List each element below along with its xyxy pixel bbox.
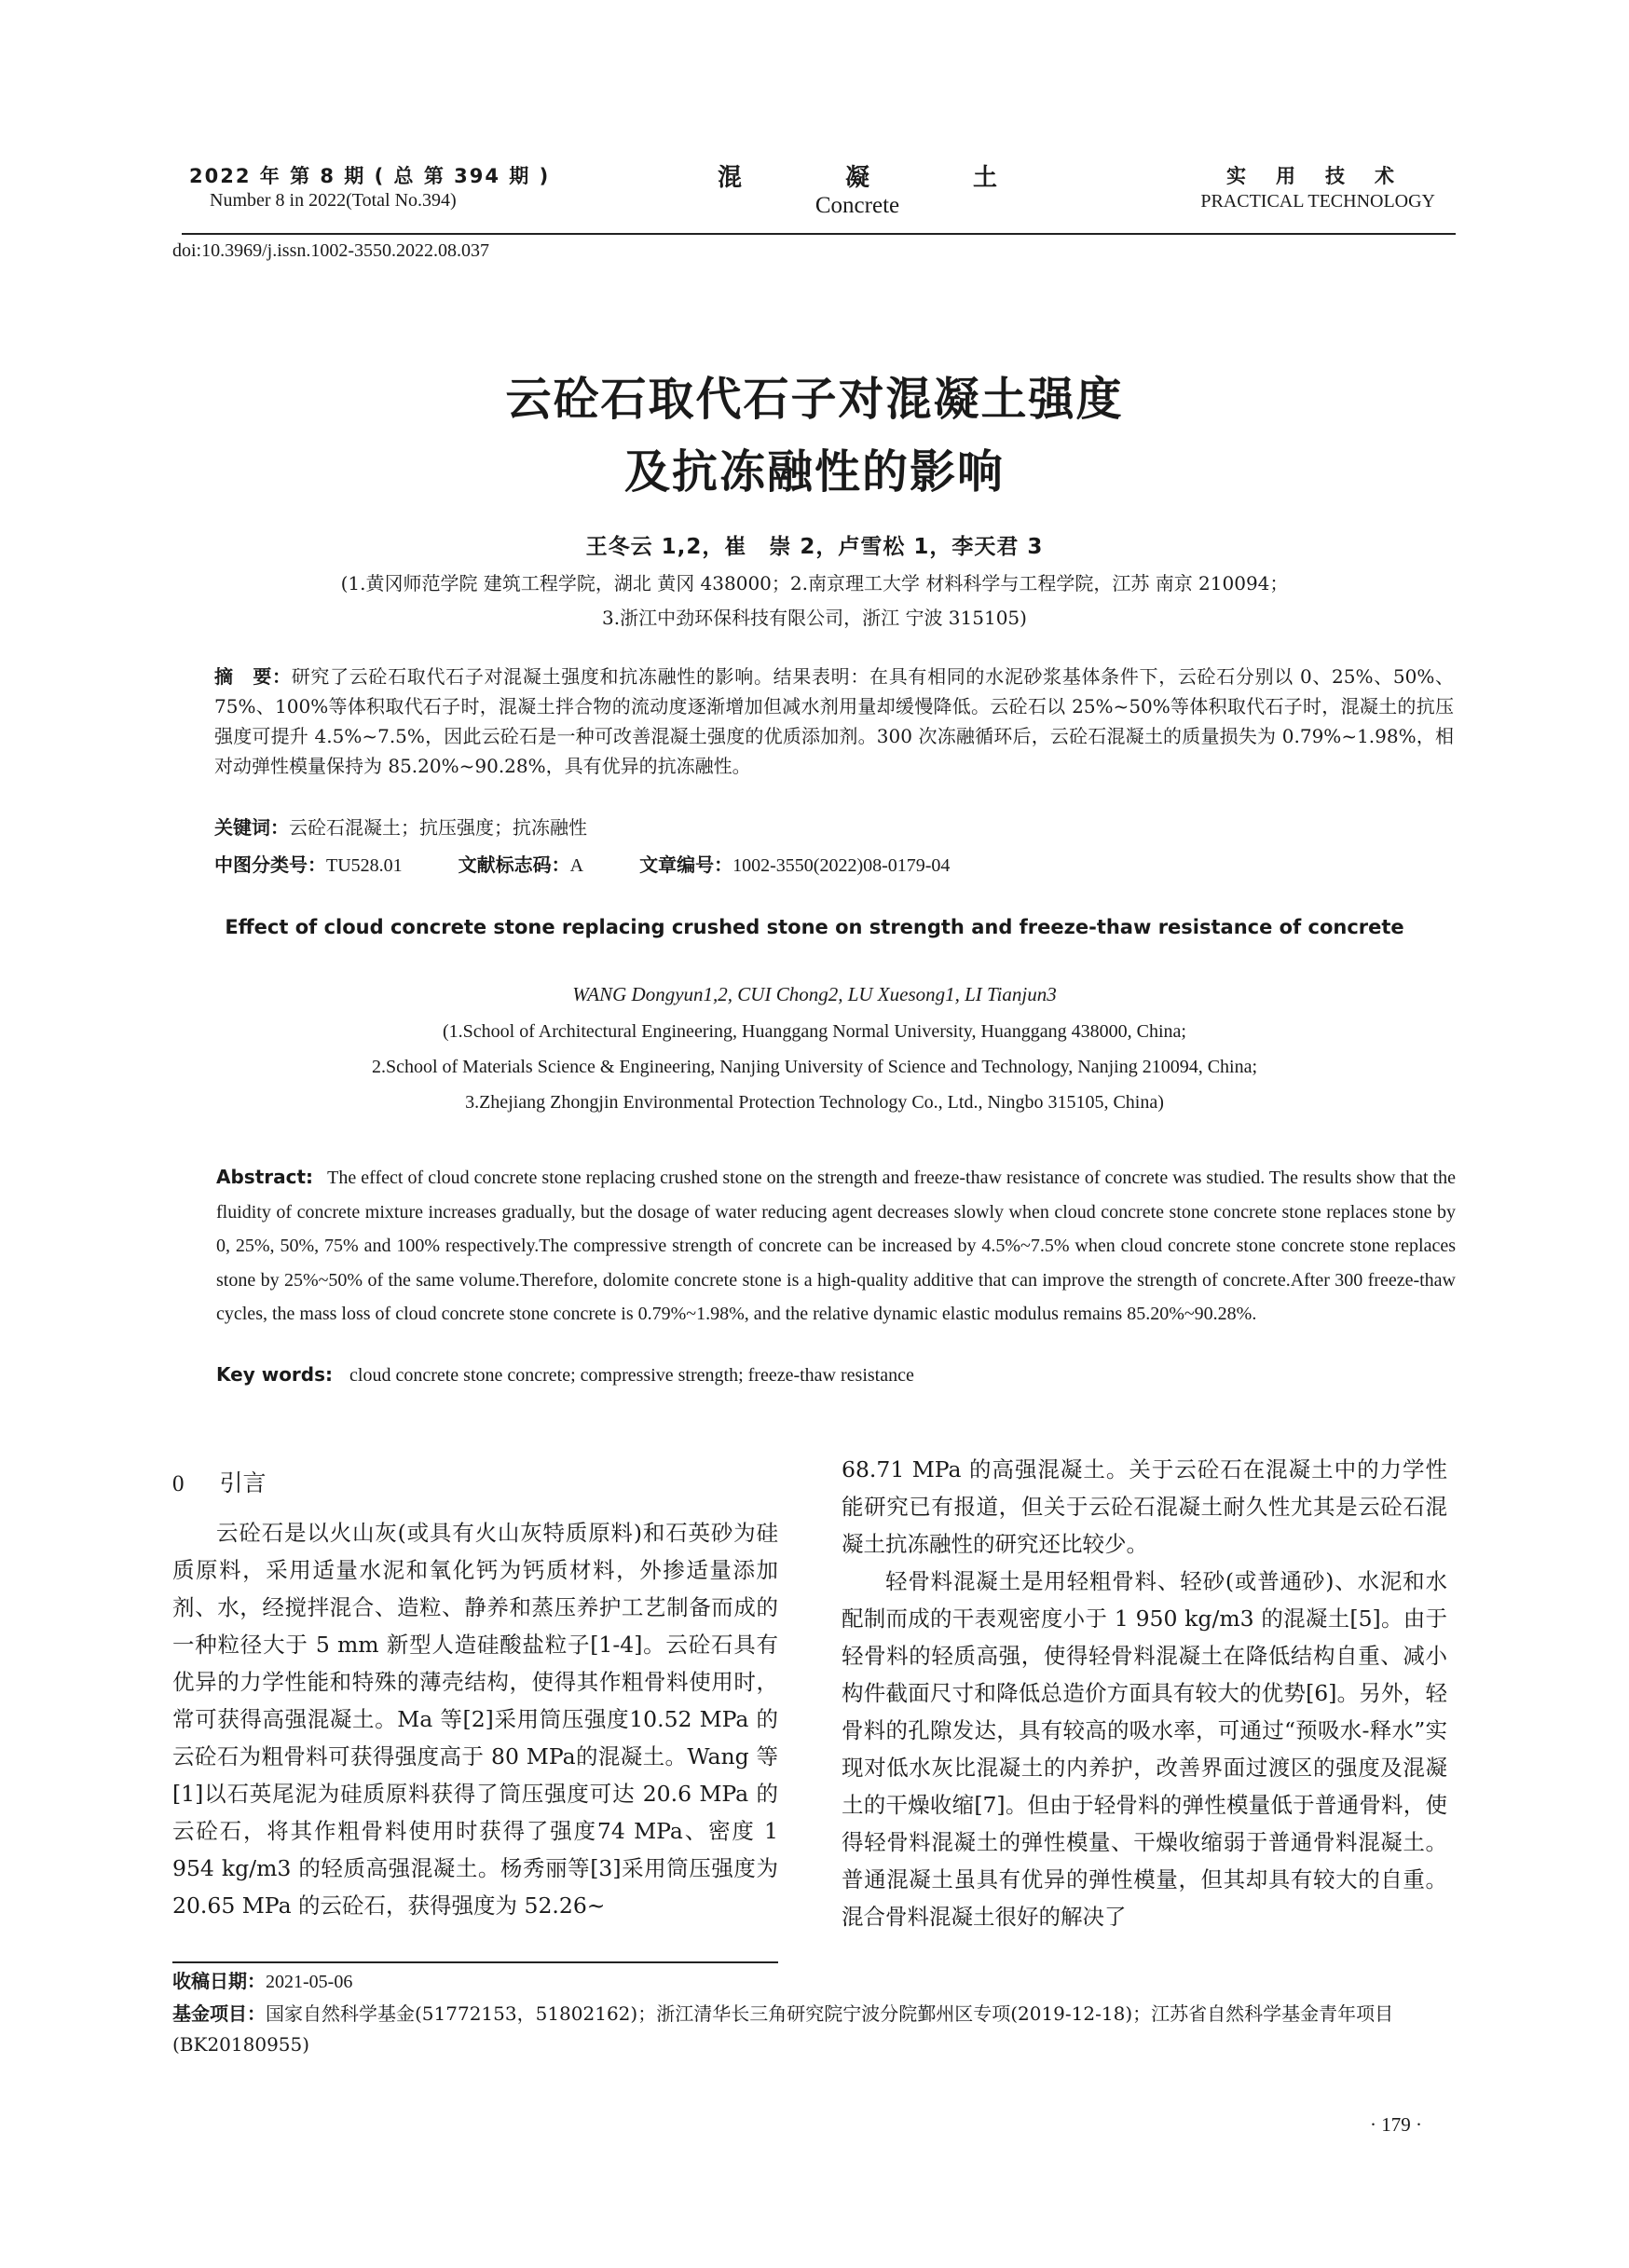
title-cn-line-1: 云砼石取代石子对混凝土强度 bbox=[505, 373, 1124, 426]
abstract-cn-text: 研究了云砼石取代石子对混凝土强度和抗冻融性的影响。结果表明：在具有相同的水泥砂浆基体条件下，云砼石分别以 0、25%、50%、75%、100%等体积取代石子时，混凝土拌合物的流动度逐渐增加但减水剂用量却缓慢降低。云砼石以 25%~50%等体积取代石子时，混凝土的抗压强度可提升 4.5%~7.5%，因此云砼石是一种可改善混凝土强度的优质添加剂。300 次冻融循环后，云砼石混凝土的质量损失为 0.79%~1.98%，相对动弹性模量保持为 85.20%~90.28%，具有优异的抗冻融性。 bbox=[214, 665, 1454, 777]
affiliation-en-3: 3.Zhejiang Zhongjin Environmental Protection Technology Co., Ltd., Ningbo 315105, China) bbox=[465, 1092, 1164, 1113]
classification-line bbox=[214, 850, 1333, 877]
section-heading bbox=[172, 1465, 267, 1498]
title-cn-line-2: 及抗冻融性的影响 bbox=[623, 445, 1005, 499]
keywords-cn bbox=[214, 813, 587, 840]
body-column-left bbox=[172, 1514, 778, 1924]
article-no-value: 1002-3550(2022)08-0179-04 bbox=[732, 855, 951, 876]
doi-line: doi:10.3969/j.issn.1002-3550.2022.08.037 bbox=[172, 240, 490, 261]
received-value: 2021-05-06 bbox=[266, 1972, 353, 1992]
abstract-cn bbox=[214, 662, 1454, 781]
column-char-4: 术 bbox=[1375, 165, 1394, 187]
abstract-cn-label: 摘 要： bbox=[214, 665, 292, 688]
fund-value: 国家自然科学基金(51772153，51802162)；浙江清华长三角研究院宁波分院鄞州区专项(2019-12-18)；江苏省自然科学基金青年项目(BK20180955) bbox=[172, 2002, 1394, 2056]
authors-cn: 王冬云 1,2，崔 崇 2，卢雪松 1，李天君 3 bbox=[585, 535, 1044, 559]
footnote-divider bbox=[172, 1961, 778, 1963]
affiliation-en-2: 2.School of Materials Science & Engineering, Nanjing University of Science and Technology, Nanjing 210094, China; bbox=[371, 1057, 1258, 1077]
page-number: · 179 · bbox=[1370, 2113, 1422, 2136]
journal-char-1: 混 bbox=[718, 164, 743, 192]
abstract-en bbox=[216, 1160, 1456, 1332]
body-paragraph: 轻骨料混凝土是用轻粗骨料、轻砂(或普通砂)、水泥和水配制而成的干表观密度小于 1 950 kg/m3 的混凝土[5]。由于轻骨料的轻质高强，使得轻骨料混凝土在降低结构自重、减小构件截面尺寸和降低总造价方面具有较大的优势[6]。另外，轻骨料的孔隙发达，具有较高的吸水率，可通过“预吸水-释水”实现对低水灰比混凝土的内养护，改善界面过渡区的强度及混凝土的干燥收缩[7]。但由于轻骨料的弹性模量低于普通骨料，使得轻骨料混凝土的弹性模量、干燥收缩弱于普通骨料混凝土。普通混凝土虽具有优异的弹性模量，但其却具有较大的自重。混合骨料混凝土很好的解决了 bbox=[842, 1568, 1447, 1930]
column-char-3: 技 bbox=[1325, 165, 1345, 187]
header-column-en: PRACTICAL TECHNOLOGY bbox=[1200, 191, 1435, 212]
clc-label: 中图分类号： bbox=[214, 854, 326, 876]
authors-en: WANG Dongyun1,2, CUI Chong2, LU Xuesong1, LI Tianjun3 bbox=[572, 983, 1057, 1005]
header-journal-en: Concrete bbox=[814, 193, 900, 218]
footnote-funding bbox=[172, 1999, 1458, 2060]
clc-value: TU528.01 bbox=[326, 855, 403, 876]
body-paragraph: 云砼石是以火山灰(或具有火山灰特质原料)和石英砂为硅质原料，采用适量水泥和氧化钙为钙质材料，外掺适量添加剂、水，经搅拌混合、造粒、静养和蒸压养护工艺制备而成的一种粒径大于 5 mm 新型人造硅酸盐粒子[1-4]。云砼石具有优异的力学性能和特殊的薄壳结构，使得其作粗骨料使用时，常可获得高强混凝土。Ma 等[2]采用筒压强度10.52 MPa 的云砼石为粗骨料可获得强度高于 80 MPa的混凝土。Wang 等[1]以石英尾泥为硅质原料获得了筒压强度可达 20.6 MPa 的云砼石，将其作粗骨料使用时获得了强度74 MPa、密度 1 954 kg/m3 的轻质高强混凝土。杨秀丽等[3]采用筒压强度为 20.65 MPa 的云砼石，获得强度为 52.26~ bbox=[172, 1520, 778, 1919]
body-paragraph: 68.71 MPa 的高强混凝土。关于云砼石在混凝土中的力学性能研究已有报道，但关于云砼石混凝土耐久性尤其是云砼石混凝土抗冻融性的研究还比较少。 bbox=[842, 1456, 1447, 1557]
header-divider bbox=[182, 233, 1456, 235]
header-column-cn bbox=[1189, 161, 1431, 189]
keywords-en-label: Key words: bbox=[216, 1363, 334, 1386]
title-en: Effect of cloud concrete stone replacing crushed stone on strength and freeze-thaw resistance of concrete bbox=[225, 916, 1404, 938]
section-number: 0 bbox=[172, 1471, 185, 1496]
journal-char-3: 土 bbox=[972, 164, 997, 192]
keywords-cn-label: 关键词： bbox=[214, 816, 289, 839]
body-column-right bbox=[842, 1451, 1447, 1935]
column-char-2: 用 bbox=[1276, 165, 1295, 187]
received-label: 收稿日期： bbox=[172, 1970, 266, 1992]
journal-char-2: 凝 bbox=[844, 164, 869, 192]
abstract-en-text: The effect of cloud concrete stone replacing crushed stone on the strength and freeze-thaw resistance of concrete was studied. The results show that the fluidity of concrete mixture increases gradually, but the dosage of water reducing agent decreases slowly when cloud concrete stone concrete stone replaces stone by 0, 25%, 50%, 75% and 100% respectively.The compressive strength of concrete can be increased by 4.5%~7.5% when cloud concrete stone concrete stone replaces stone by 25%~50% of the same volume.Therefore, dolomite concrete stone is a high-quality additive that can improve the strength of concrete.After 300 freeze-thaw cycles, the mass loss of cloud concrete stone concrete is 0.79%~1.98%, and the relative dynamic elastic modulus remains 85.20%~90.28%. bbox=[216, 1168, 1456, 1324]
fund-label: 基金项目： bbox=[172, 2002, 266, 2025]
affiliation-cn-1: (1.黄冈师范学院 建筑工程学院，湖北 黄冈 438000；2.南京理工大学 材料科学与工程学院，江苏 南京 210094； bbox=[340, 572, 1289, 594]
keywords-en bbox=[216, 1363, 914, 1387]
doc-code-value: A bbox=[569, 855, 584, 876]
affiliation-en-1: (1.School of Architectural Engineering, Huanggang Normal University, Huanggang 438000, China; bbox=[443, 1021, 1186, 1042]
header-issue-cn: 2022 年 第 8 期 ( 总 第 394 期 ) bbox=[189, 165, 551, 187]
doc-code-label: 文献标志码： bbox=[458, 854, 570, 876]
keywords-en-text: cloud concrete stone concrete; compressive strength; freeze-thaw resistance bbox=[349, 1365, 914, 1386]
column-char-1: 实 bbox=[1226, 165, 1246, 187]
affiliation-cn-2: 3.浙江中劲环保科技有限公司，浙江 宁波 315105) bbox=[602, 607, 1027, 629]
abstract-en-label: Abstract: bbox=[216, 1166, 314, 1188]
header-journal-cn bbox=[718, 158, 997, 193]
header-issue-en: Number 8 in 2022(Total No.394) bbox=[210, 190, 457, 211]
article-no-label: 文章编号： bbox=[639, 854, 733, 876]
footnote-received bbox=[172, 1966, 1458, 1998]
section-title: 引言 bbox=[219, 1469, 267, 1496]
keywords-cn-text: 云砼石混凝土；抗压强度；抗冻融性 bbox=[289, 816, 587, 839]
